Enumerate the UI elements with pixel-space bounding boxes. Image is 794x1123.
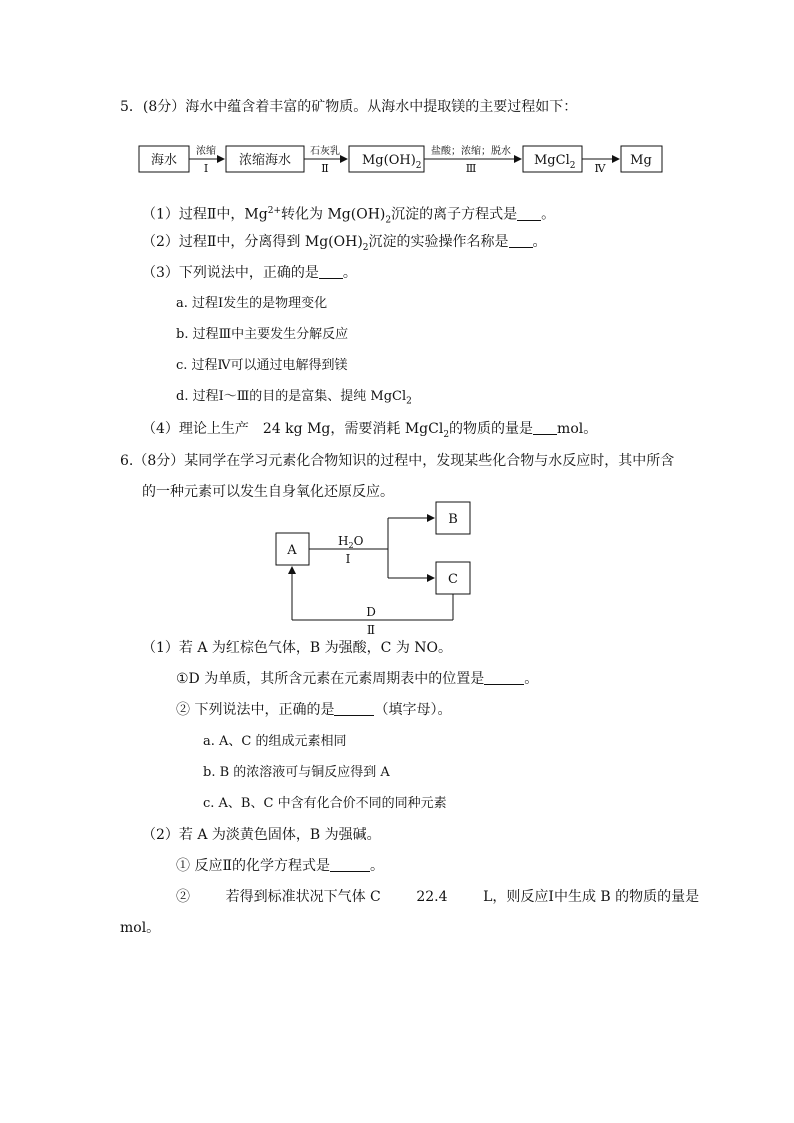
svg-text:Ⅳ: Ⅳ (594, 162, 606, 175)
svg-text:A: A (287, 543, 297, 558)
flow-box-seawater (139, 146, 189, 172)
q5-sub4: （4）理论上生产 24 kg Mg，需要消耗 MgCl$_2$的物质的量是 mol。 (142, 421, 598, 440)
arrow-a-to-split (309, 518, 434, 578)
svg-text:海水: 海水 (150, 153, 178, 168)
q6-part2-item1: ① 反应Ⅱ的化学方程式是 。 (176, 858, 384, 874)
svg-text:H2O: $H_2O$ (338, 534, 364, 550)
q6-part1-option-a: a. A、C 的组成元素相同 (203, 734, 347, 749)
node-c (436, 562, 470, 594)
flow-box-mgcl2 (523, 146, 582, 172)
q5-flow-diagram (0, 135, 794, 195)
q5-option-b: b. 过程Ⅲ中主要发生分解反应 (176, 327, 349, 342)
node-a (276, 533, 309, 565)
q6-part1: （1）若 A 为红棕色气体，B 为强酸，C 为 NO。 (142, 640, 452, 656)
svg-text:I: I (345, 552, 351, 566)
q6-part2-item2-end: mol。 (120, 920, 161, 936)
flow-arrow-2 (304, 144, 347, 175)
q5-option-c: c. 过程Ⅳ可以通过电解得到镁 (176, 358, 348, 373)
flow-box-mg (621, 146, 662, 172)
svg-text:Mg(OH)2: $Mg(OH)_2$ (362, 153, 422, 171)
svg-text:Ⅱ: Ⅱ (321, 162, 329, 175)
svg-text:C: C (448, 572, 458, 587)
q6-part1-option-c: c. A、B、C 中含有化合价不同的同种元素 (203, 796, 447, 811)
svg-text:浓缩: 浓缩 (196, 146, 216, 157)
q6-header-line2: 的一种元素可以发生自身氧化还原反应。 (142, 484, 394, 500)
svg-text:I: I (203, 162, 209, 175)
q5-option-d: d. 过程Ⅰ～Ⅲ的目的是富集、提纯 MgCl$_2$ (176, 389, 412, 407)
flow-arrow-3 (424, 144, 521, 175)
q6-part1-option-b: b. B 的浓溶液可与铜反应得到 A (203, 765, 390, 780)
svg-text:D: D (366, 605, 376, 619)
q5-option-a: a. 过程Ⅰ发生的是物理变化 (176, 296, 328, 311)
svg-text:Ⅲ: Ⅲ (465, 162, 477, 175)
q6-reaction-diagram (0, 497, 794, 637)
flow-box-mgoh2 (349, 146, 424, 172)
node-b (436, 502, 470, 534)
flow-box-concentrated-seawater (226, 146, 304, 172)
svg-text:Ⅱ: Ⅱ (366, 623, 376, 637)
svg-text:石灰乳: 石灰乳 (310, 146, 340, 157)
q6-part1-item2: ② 下列说法中，正确的是 （填字母）。 (176, 702, 452, 718)
flow-arrow-1 (189, 144, 224, 175)
svg-text:浓缩海水: 浓缩海水 (238, 153, 292, 168)
q5-sub3: （3）下列说法中，正确的是 。 (142, 265, 357, 281)
q6-header-line1: 6.（8分）某同学在学习元素化合物知识的过程中，发现某些化合物与水反应时，其中所含 (120, 453, 675, 469)
svg-text:盐酸；浓缩；脱水: 盐酸；浓缩；脱水 (431, 146, 511, 157)
svg-text:B: B (448, 512, 458, 527)
svg-text:Mg: Mg (630, 153, 652, 168)
q5-sub1: （1）过程Ⅱ中，$Mg^{2+}$转化为 $Mg(OH)_2$沉淀的离子方程式是 。 (142, 206, 556, 226)
q6-part1-item1: ①D 为单质，其所含元素在元素周期表中的位置是 。 (176, 671, 539, 687)
svg-text:MgCl2: MgCl$_2$ (534, 153, 576, 171)
q6-part2: （2）若 A 为淡黄色固体，B 为强碱。 (142, 827, 381, 843)
flow-arrow-4 (582, 159, 619, 175)
q5-header: 5．(8分）海水中蕴含着丰富的矿物质。从海水中提取镁的主要过程如下： (120, 99, 578, 115)
q5-sub2: （2）过程Ⅱ中，分离得到 $Mg(OH)_2$沉淀的实验操作名称是 。 (142, 234, 547, 253)
q6-part2-item2: ② 若得到标准状况下气体 C 22.4 L，则反应Ⅰ中生成 B 的物质的量是 (176, 889, 700, 905)
